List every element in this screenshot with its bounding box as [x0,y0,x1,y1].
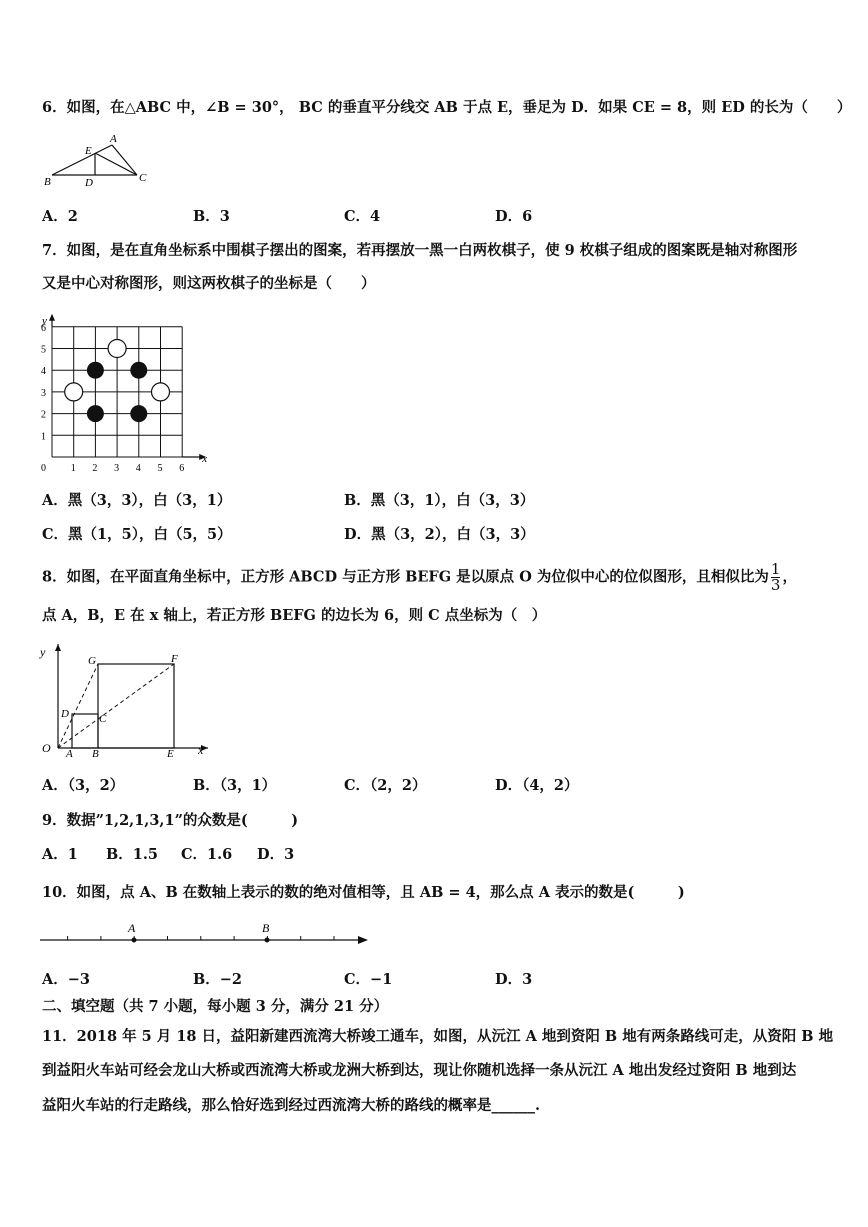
q8-label-d: D [61,708,69,720]
q6-label-e: E [85,145,92,157]
q6-triangle-figure [40,130,160,192]
y-axis-arrow [49,314,55,321]
q6-label-c: C [139,172,147,184]
black-stone [87,362,104,379]
q8-ratio-fraction [771,562,781,593]
q10-point-b [265,938,270,943]
q10-label-a: A [128,921,136,935]
q6-text: 6．如图，在△ABC 中，∠B = 30°， BC 的垂直平分线交 AB 于点 E，垂足为 D．如果 CE = 8，则 ED 的长为（ ） [42,99,852,116]
q8-label-b: B [92,748,99,760]
q8-label-g: G [88,655,96,667]
q8-text-line2: 点 A，B，E 在 x 轴上，若正方形 BEFG 的边长为 6，则 C 点坐标为（ ） [42,607,547,624]
q10-point-a [132,938,137,943]
q7-text-line1: 7．如图，是在直角坐标系中围棋子摆出的图案，若再摆放一黑一白两枚棋子，使 9 枚棋子组成的图案既是轴对称图形 [42,242,798,259]
q11-text-line1: 11．2018 年 5 月 18 日，益阳新建西流湾大桥竣工通车，如图，从沅江 A 地到资阳 B 地有两条路线可走，从资阳 B 地 [42,1028,834,1045]
q7-x-axis-label: x [202,453,208,465]
y-tick-label: 3 [41,387,46,399]
q10-option-c: C．−1 [344,971,393,988]
q6-option-a: A．2 [42,208,78,225]
q8-fraction-denominator: 3 [770,576,781,594]
q9-option-b: B．1.5 [106,846,158,863]
q7-origin-label: 0 [41,463,46,474]
x-tick-label: 4 [135,463,141,474]
q7-option-b: B．黑（3，1），白（3，3） [344,492,535,509]
x-tick-label: 5 [157,463,163,474]
black-stone [130,362,147,379]
q6-label-b: B [44,176,51,188]
white-stone [108,340,126,358]
q8-option-b: B．（3，1） [193,777,277,794]
q6-label-a: A [110,133,117,145]
q6-label-d: D [85,177,93,189]
q10-label-b: B [262,921,270,935]
y-tick-label: 5 [41,344,46,356]
q10-option-b: B．−2 [193,971,242,988]
q8-text-line1-start: 8．如图，在平面直角坐标中，正方形 ABCD 与正方形 BEFG 是以原点 O 为位似中心的位似图形，且相似比为 [42,568,769,586]
q8-label-e: E [167,748,174,760]
x-tick-label: 3 [114,463,120,474]
q9-text: 9．数据”1,2,1,3,1”的众数是( ) [42,812,299,829]
section2-title: 二、填空题（共 7 小题，每小题 3 分，满分 21 分） [42,998,389,1015]
y-tick-label: 1 [41,431,46,443]
q8-text-line1 [42,562,797,593]
q7-option-d: D．黑（3，2），白（3，3） [344,526,535,543]
y-tick-label: 6 [41,322,46,334]
q8-label-y: y [40,645,46,659]
q7-option-a: A．黑（3，3），白（3，1） [42,492,232,509]
q10-option-a: A．−3 [42,971,90,988]
white-stone [65,383,83,401]
q6-option-b: B．3 [193,208,230,225]
black-stone [130,405,147,422]
q8-option-a: A．（3，2） [42,777,125,794]
q11-text-line3: 益阳火车站的行走路线，那么恰好选到经过西流湾大桥的路线的概率是______. [42,1097,541,1114]
q10-option-d: D．3 [495,971,533,988]
q9-option-d: D．3 [257,846,295,863]
q10-text: 10．如图，点 A、B 在数轴上表示的数的绝对值相等，且 AB = 4，那么点 A 表示的数是( ) [42,884,685,901]
q8-label-c: C [99,713,107,725]
q8-similar-squares-figure [36,640,216,760]
q9-option-a: A．1 [42,846,78,863]
q7-text-line2: 又是中心对称图形，则这两枚棋子的坐标是（ ） [42,275,376,292]
white-stone [152,383,170,401]
y-tick-label: 4 [41,366,46,378]
q8-option-c: C．（2，2） [344,777,427,794]
q8-option-d: D．（4，2） [495,777,579,794]
q9-option-c: C．1.6 [181,846,233,863]
q8-label-f: F [171,653,178,665]
y-tick-label: 2 [41,409,46,421]
q6-option-c: C．4 [344,208,381,225]
q8-label-a: A [66,748,73,760]
q6-option-d: D．6 [495,208,533,225]
q7-option-c: C．黑（1，5），白（5，5） [42,526,232,543]
x-tick-label: 1 [70,463,76,474]
q10-number-line-figure [38,918,373,954]
x-tick-label: 6 [179,463,185,474]
q11-text-line2: 到益阳火车站可经会龙山大桥或西流湾大桥或龙洲大桥到达，现让你随机选择一条从沅江 A 地出发经过资阳 B 地到达 [42,1062,797,1079]
q7-y-axis-label: y [42,314,47,327]
q7-go-board-figure [38,306,218,476]
q8-label-x: x [198,743,204,757]
q8-label-o: O [42,741,51,755]
q8-text-line1-end: ， [782,568,797,586]
x-tick-label: 2 [92,463,98,474]
q8-fraction-numerator: 1 [770,560,781,578]
black-stone [87,405,104,422]
